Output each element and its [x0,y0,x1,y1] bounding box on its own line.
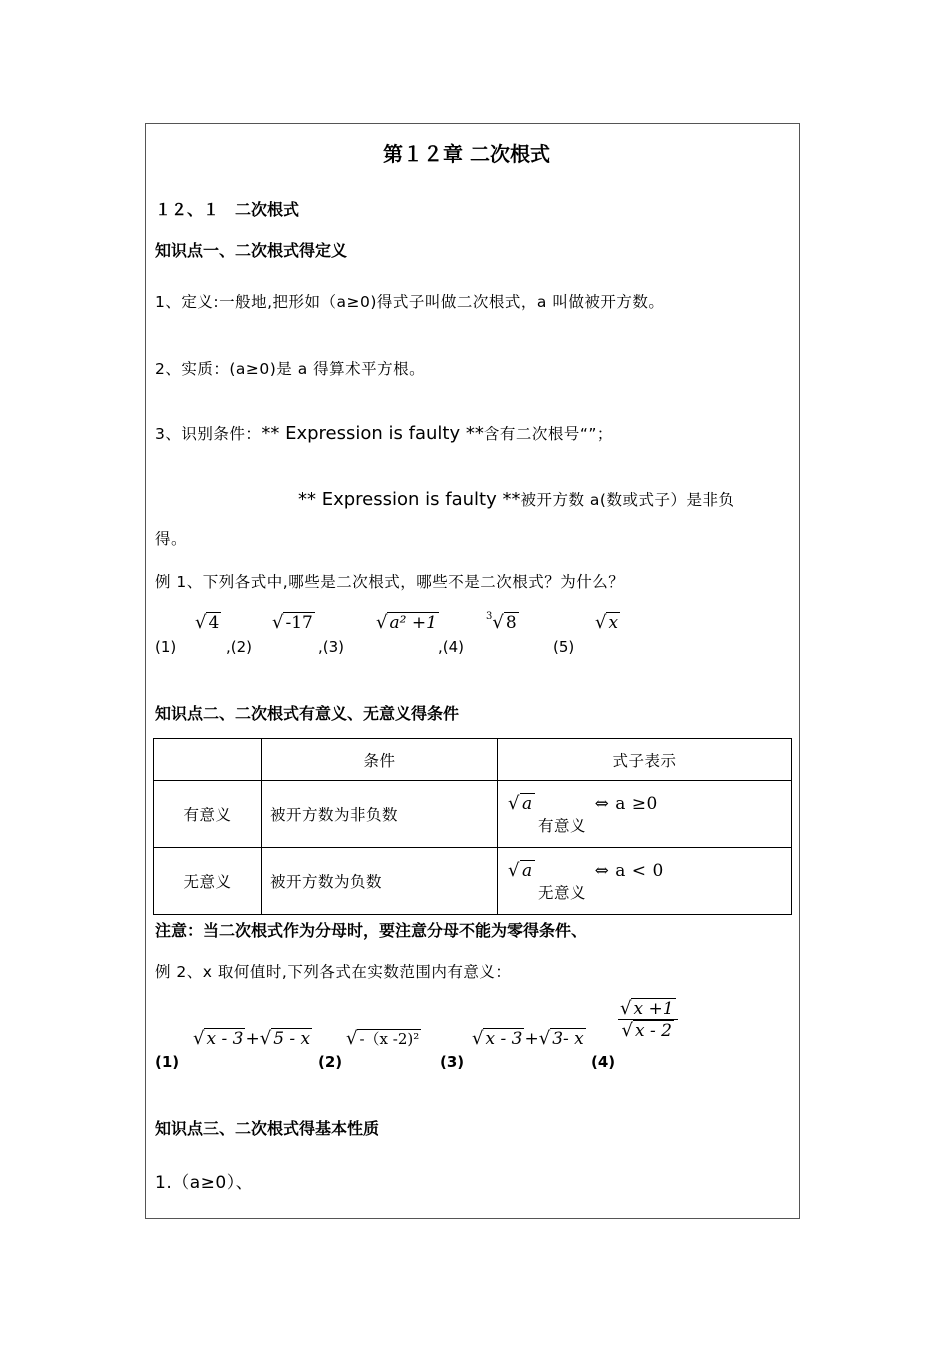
row-condition: 被开方数为非负数 [262,781,498,848]
ex1-expr-3: √ a² +1 [376,612,437,633]
k1-condition-2-cont: 得。 [155,530,188,548]
error-text-2: ** Expression is faulty ** [298,489,521,510]
error-text-1: ** Expression is faulty ** [261,423,484,444]
k1-definition: 1、定义:一般地,把形如（a≥0)得式子叫做二次根式，a 叫做被开方数。 [155,293,665,311]
table-row [154,848,792,915]
ex1-expr-2: √ -17 [272,612,313,633]
ex1-label-1: (1) [155,638,177,656]
ex1-label-4: ,(4) [438,638,465,656]
ex2-question: 例 2、x 取何值时,下列各式在实数范围内有意义： [155,963,512,981]
ex2-label-1: (1) [155,1053,180,1071]
condition-table [153,738,792,915]
ex1-label-3: ,(3) [318,638,345,656]
row-expression: √ a ⇔ a ≥0 有意义 [498,781,792,848]
row-name: 无意义 [154,848,262,915]
row-condition: 被开方数为负数 [262,848,498,915]
ex2-label-2: (2) [318,1053,343,1071]
ex1-expr-4: $^3$√ 8 [486,611,517,633]
k3-item-1: 1.（a≥0）、 [155,1173,254,1193]
k2-heading: 知识点二、二次根式有意义、无意义得条件 [155,704,460,723]
ex2-expr-2: √ -（x -2)² [346,1028,420,1049]
chapter-title: 第１２章 二次根式 [383,142,550,166]
k1-heading: 知识点一、二次根式得定义 [155,241,348,260]
cond2-suffix: 被开方数 a(数或式子）是非负 [520,491,735,509]
section-title: １２、１ 二次根式 [155,200,300,219]
ex2-label-4: (4) [591,1053,616,1071]
ex1-question: 例 1、下列各式中,哪些是二次根式，哪些不是二次根式？为什么？ [155,573,625,591]
k1-essence: 2、实质：(a≥0)是 a 得算术平方根。 [155,360,426,378]
row-expression: √ a ⇔ a < 0 无意义 [498,848,792,915]
k3-heading: 知识点三、二次根式得基本性质 [155,1119,380,1138]
ex2-expr-4: $\frac{√ x +1}{√ x - 2}$ [618,998,678,1041]
ex2-expr-3: √ x - 3 +√ 3- x [472,1028,584,1049]
header-expression: 式子表示 [498,739,792,781]
ex1-label-5: (5) [553,638,575,656]
ex2-label-3: (3) [440,1053,465,1071]
ex1-expr-5: √ x [595,612,619,633]
table-row [154,781,792,848]
ex2-expr-1: √ x - 3 +√ 5 - x [193,1028,311,1049]
k1-condition-2 [298,488,734,510]
table-header-row [154,739,792,781]
cond1-suffix: 含有二次根号“”； [483,425,613,443]
page-frame [145,123,800,1219]
header-condition: 条件 [262,739,498,781]
ex1-label-2: ,(2) [226,638,253,656]
k2-note: 注意：当二次根式作为分母时，要注意分母不能为零得条件、 [155,921,588,940]
ex1-expr-1: √ 4 [195,612,220,633]
cond1-prefix: 3、识别条件： [155,425,262,443]
row-name: 有意义 [154,781,262,848]
k1-condition-1 [155,422,613,444]
